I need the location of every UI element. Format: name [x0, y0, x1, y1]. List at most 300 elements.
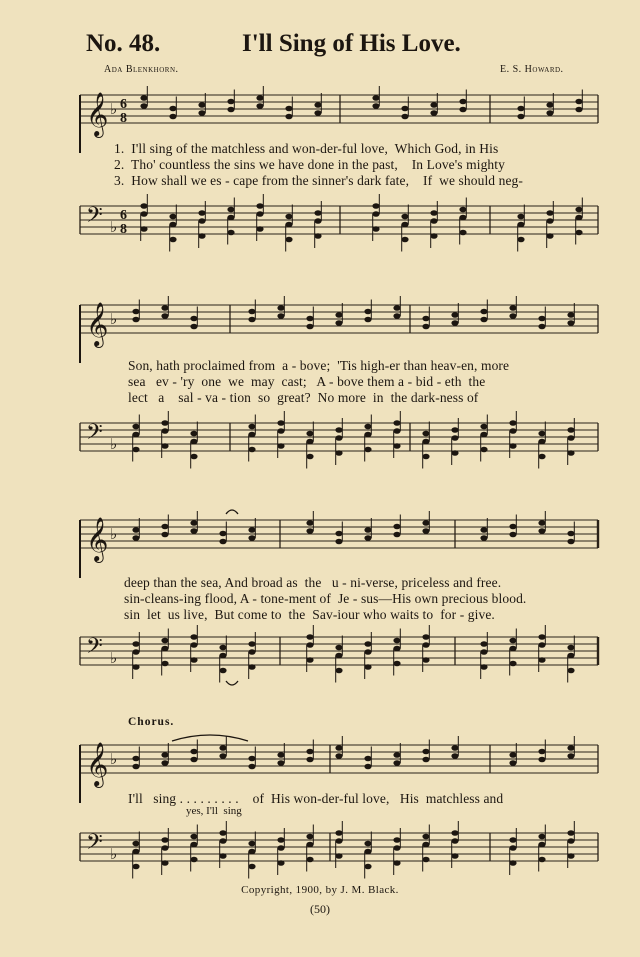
note-head [422, 316, 429, 322]
note-head [480, 649, 487, 655]
note-head [459, 215, 466, 221]
note-head [480, 309, 487, 315]
note-head [314, 210, 321, 216]
note-head [285, 237, 292, 243]
treble-staff [80, 510, 600, 570]
note-head [277, 420, 284, 426]
note-head [132, 432, 139, 438]
note-head [190, 454, 197, 460]
note-head [480, 641, 487, 647]
treble-clef-icon: 𝄞 [86, 517, 109, 561]
note-head [422, 454, 429, 460]
note-head [190, 316, 197, 322]
note-head [140, 203, 147, 209]
note-head [161, 860, 168, 866]
note-head [219, 745, 226, 751]
note-head [364, 535, 371, 541]
flat-icon: ♭ [110, 649, 118, 667]
note-head [198, 110, 205, 116]
note-head [161, 532, 168, 538]
note-head [546, 110, 553, 116]
note-head [335, 753, 342, 759]
note-head [306, 454, 313, 460]
note-head [509, 420, 516, 426]
note-head [567, 853, 574, 859]
note-head [364, 649, 371, 655]
note-head [335, 668, 342, 674]
note-head [459, 207, 466, 213]
note-head [306, 528, 313, 534]
note-head [567, 653, 574, 659]
note-head [227, 230, 234, 236]
note-head [219, 830, 226, 836]
note-head [132, 447, 139, 453]
note-head [364, 317, 371, 323]
note-head [509, 638, 516, 644]
note-head [161, 760, 168, 766]
note-head [480, 664, 487, 670]
page-number: (50) [310, 902, 330, 916]
note-head [161, 646, 168, 652]
note-head [285, 214, 292, 220]
note-head [169, 214, 176, 220]
note-head [546, 233, 553, 239]
note-head [132, 756, 139, 762]
note-head [190, 757, 197, 763]
note-head [451, 745, 458, 751]
note-head [132, 641, 139, 647]
note-head [190, 528, 197, 534]
note-head [422, 857, 429, 863]
note-head [509, 760, 516, 766]
bass-staff [80, 196, 600, 256]
note-head [132, 864, 139, 870]
note-head [538, 842, 545, 848]
alto-lyric-line: yes, I'll sing [186, 805, 242, 817]
note-head [161, 428, 168, 434]
note-head [509, 428, 516, 434]
note-head [190, 834, 197, 840]
note-head [248, 309, 255, 315]
note-head [314, 102, 321, 108]
note-head [430, 218, 437, 224]
note-head [538, 642, 545, 648]
flat-icon: ♭ [110, 310, 118, 328]
note-head [277, 752, 284, 758]
note-head [509, 860, 516, 866]
note-head [219, 838, 226, 844]
note-head [169, 222, 176, 228]
note-head [219, 653, 226, 659]
time-signature-top: 6 [120, 97, 127, 112]
slur [172, 735, 248, 741]
note-head [538, 749, 545, 755]
note-head [422, 834, 429, 840]
note-head [364, 841, 371, 847]
lyric-line: 2. Tho' countless the sins we have done in the past, In Love's mighty [114, 157, 505, 172]
note-head [509, 443, 516, 449]
note-head [364, 309, 371, 315]
note-head [422, 657, 429, 663]
note-head [219, 531, 226, 537]
note-head [190, 749, 197, 755]
note-head [422, 634, 429, 640]
note-head [248, 649, 255, 655]
composer-credit: E. S. Howard. [500, 64, 564, 75]
note-head [161, 313, 168, 319]
note-head [190, 634, 197, 640]
note-head [219, 668, 226, 674]
note-head [169, 106, 176, 112]
note-head [517, 106, 524, 112]
note-head [140, 103, 147, 109]
note-head [248, 641, 255, 647]
treble-staff [80, 295, 600, 355]
bass-staff [80, 823, 600, 883]
note-head [538, 634, 545, 640]
treble-clef-icon: 𝄞 [86, 92, 109, 136]
treble-clef-icon: 𝄞 [86, 302, 109, 346]
note-head [430, 233, 437, 239]
note-head [393, 661, 400, 667]
note-head [480, 424, 487, 430]
lyric-line: I'll sing . . . . . . . . . of His won-der-ful love, His matchless and [128, 791, 504, 806]
note-head [161, 420, 168, 426]
note-head [372, 103, 379, 109]
note-head [306, 324, 313, 330]
note-head [335, 853, 342, 859]
note-head [393, 313, 400, 319]
note-head [393, 428, 400, 434]
note-head [227, 207, 234, 213]
note-head [198, 218, 205, 224]
note-head [190, 520, 197, 526]
note-head [132, 424, 139, 430]
note-head [219, 645, 226, 651]
bass-clef-icon: 𝄢 [86, 420, 103, 450]
note-head [451, 435, 458, 441]
note-head [509, 646, 516, 652]
note-head [567, 838, 574, 844]
note-head [575, 207, 582, 213]
note-head [393, 305, 400, 311]
note-head [451, 838, 458, 844]
note-head [422, 757, 429, 763]
note-head [219, 853, 226, 859]
treble-staff [80, 85, 600, 145]
note-head [364, 447, 371, 453]
lyric-line: sea ev - 'ry one we may cast; A - bove them a - bid - eth the [128, 374, 486, 389]
note-head [364, 764, 371, 770]
note-head [277, 860, 284, 866]
note-head [451, 853, 458, 859]
note-head [546, 210, 553, 216]
note-head [277, 428, 284, 434]
note-head [277, 760, 284, 766]
note-head [335, 745, 342, 751]
copyright-notice: Copyright, 1900, by J. M. Black. [241, 884, 399, 896]
note-head [459, 230, 466, 236]
note-head [538, 520, 545, 526]
note-head [422, 642, 429, 648]
note-head [190, 642, 197, 648]
note-head [430, 210, 437, 216]
note-head [393, 638, 400, 644]
note-head [372, 211, 379, 217]
note-head [401, 114, 408, 120]
note-head [306, 657, 313, 663]
note-head [161, 845, 168, 851]
note-head [372, 203, 379, 209]
note-head [335, 539, 342, 545]
note-head [248, 864, 255, 870]
note-head [219, 753, 226, 759]
note-head [248, 527, 255, 533]
note-head [248, 424, 255, 430]
note-head [509, 532, 516, 538]
note-head [306, 842, 313, 848]
flat-icon: ♭ [110, 218, 118, 236]
note-head [567, 531, 574, 537]
note-head [517, 222, 524, 228]
note-head [509, 837, 516, 843]
note-head [335, 435, 342, 441]
note-head [567, 668, 574, 674]
note-head [306, 857, 313, 863]
note-head [393, 752, 400, 758]
note-head [422, 520, 429, 526]
time-signature-bottom: 8 [120, 111, 127, 126]
bass-staff [80, 627, 600, 687]
note-head [314, 233, 321, 239]
note-head [248, 432, 255, 438]
note-head [538, 316, 545, 322]
note-head [161, 524, 168, 530]
note-head [517, 214, 524, 220]
note-head [451, 450, 458, 456]
note-head [575, 107, 582, 113]
note-head [567, 320, 574, 326]
note-head [335, 838, 342, 844]
note-head [480, 447, 487, 453]
note-head [277, 313, 284, 319]
note-head [451, 312, 458, 318]
note-head [451, 427, 458, 433]
note-head [393, 524, 400, 530]
note-head [335, 645, 342, 651]
author-credit: Ada Blenkhorn. [104, 64, 179, 75]
note-head [575, 215, 582, 221]
note-head [538, 528, 545, 534]
note-head [509, 524, 516, 530]
note-head [169, 114, 176, 120]
note-head [198, 210, 205, 216]
note-head [132, 317, 139, 323]
note-head [161, 837, 168, 843]
time-signature-bottom: 8 [120, 222, 127, 237]
note-head [190, 324, 197, 330]
note-head [567, 427, 574, 433]
note-head [567, 312, 574, 318]
bass-clef-icon: 𝄢 [86, 830, 103, 860]
note-head [422, 842, 429, 848]
bass-staff [80, 413, 600, 473]
note-head [459, 99, 466, 105]
note-head [422, 749, 429, 755]
lyric-line: 3. How shall we es - cape from the sinner's dark fate, If we should neg- [114, 173, 524, 188]
time-signature-top: 6 [120, 208, 127, 223]
note-head [364, 756, 371, 762]
note-head [364, 424, 371, 430]
note-head [393, 420, 400, 426]
note-head [393, 646, 400, 652]
note-head [161, 638, 168, 644]
flat-icon: ♭ [110, 750, 118, 768]
note-head [132, 649, 139, 655]
note-head [459, 107, 466, 113]
note-head [546, 218, 553, 224]
note-head [277, 305, 284, 311]
note-head [401, 222, 408, 228]
note-head [248, 849, 255, 855]
note-head [161, 661, 168, 667]
note-head [256, 95, 263, 101]
flat-icon: ♭ [110, 525, 118, 543]
note-head [372, 95, 379, 101]
note-head [190, 657, 197, 663]
note-head [335, 450, 342, 456]
note-head [451, 830, 458, 836]
lyric-line: 1. I'll sing of the matchless and won-der-ful love, Which God, in His [114, 141, 499, 156]
note-head [306, 634, 313, 640]
note-head [538, 439, 545, 445]
lyric-line: deep than the sea, And broad as the u - ni-verse, priceless and free. [124, 575, 502, 590]
note-head [364, 849, 371, 855]
note-head [285, 114, 292, 120]
treble-clef-icon: 𝄞 [86, 742, 109, 786]
note-head [364, 432, 371, 438]
note-head [393, 443, 400, 449]
note-head [190, 439, 197, 445]
note-head [393, 837, 400, 843]
treble-staff [80, 735, 600, 795]
note-head [132, 309, 139, 315]
note-head [567, 745, 574, 751]
note-head [575, 99, 582, 105]
fermata-icon [226, 681, 238, 685]
note-head [190, 431, 197, 437]
note-head [567, 645, 574, 651]
note-head [430, 102, 437, 108]
note-head [161, 305, 168, 311]
note-head [248, 841, 255, 847]
note-head [219, 539, 226, 545]
note-head [538, 757, 545, 763]
note-head [393, 845, 400, 851]
bass-clef-icon: 𝄢 [86, 203, 103, 233]
note-head [277, 443, 284, 449]
note-head [256, 211, 263, 217]
note-head [509, 752, 516, 758]
note-head [285, 222, 292, 228]
note-head [248, 535, 255, 541]
hymn-title: I'll Sing of His Love. [242, 30, 461, 57]
note-head [517, 114, 524, 120]
note-head [335, 312, 342, 318]
note-head [538, 431, 545, 437]
lyric-line: sin-cleans-ing flood, A - tone-ment of Je - sus—His own precious blood. [124, 591, 527, 606]
note-head [509, 305, 516, 311]
note-head [306, 749, 313, 755]
note-head [132, 849, 139, 855]
note-head [227, 99, 234, 105]
note-head [256, 103, 263, 109]
note-head [306, 431, 313, 437]
note-head [161, 752, 168, 758]
note-head [169, 237, 176, 243]
note-head [393, 760, 400, 766]
note-head [422, 324, 429, 330]
lyric-line: lect a sal - va - tion so great? No more in the dark-ness of [128, 390, 479, 405]
note-head [248, 317, 255, 323]
note-head [132, 527, 139, 533]
flat-icon: ♭ [110, 100, 118, 118]
note-head [285, 106, 292, 112]
note-head [306, 316, 313, 322]
note-head [517, 237, 524, 243]
note-head [480, 527, 487, 533]
note-head [306, 834, 313, 840]
note-head [335, 830, 342, 836]
note-head [575, 230, 582, 236]
note-head [538, 454, 545, 460]
note-head [140, 95, 147, 101]
note-head [277, 837, 284, 843]
note-head [306, 757, 313, 763]
note-head [227, 215, 234, 221]
note-head [248, 447, 255, 453]
note-head [306, 439, 313, 445]
note-head [198, 102, 205, 108]
note-head [480, 317, 487, 323]
note-head [335, 531, 342, 537]
note-head [306, 520, 313, 526]
note-head [567, 539, 574, 545]
note-head [314, 110, 321, 116]
note-head [430, 110, 437, 116]
note-head [364, 527, 371, 533]
chorus-label: Chorus. [128, 716, 175, 728]
note-head [422, 528, 429, 534]
hymn-number: No. 48. [86, 30, 161, 57]
note-head [422, 439, 429, 445]
note-head [401, 237, 408, 243]
note-head [364, 864, 371, 870]
note-head [567, 450, 574, 456]
note-head [140, 226, 147, 232]
note-head [509, 661, 516, 667]
note-head [538, 657, 545, 663]
note-head [538, 324, 545, 330]
note-head [140, 211, 147, 217]
note-head [401, 214, 408, 220]
note-head [132, 664, 139, 670]
note-head [132, 764, 139, 770]
note-head [538, 857, 545, 863]
note-head [480, 432, 487, 438]
note-head [248, 756, 255, 762]
note-head [277, 845, 284, 851]
